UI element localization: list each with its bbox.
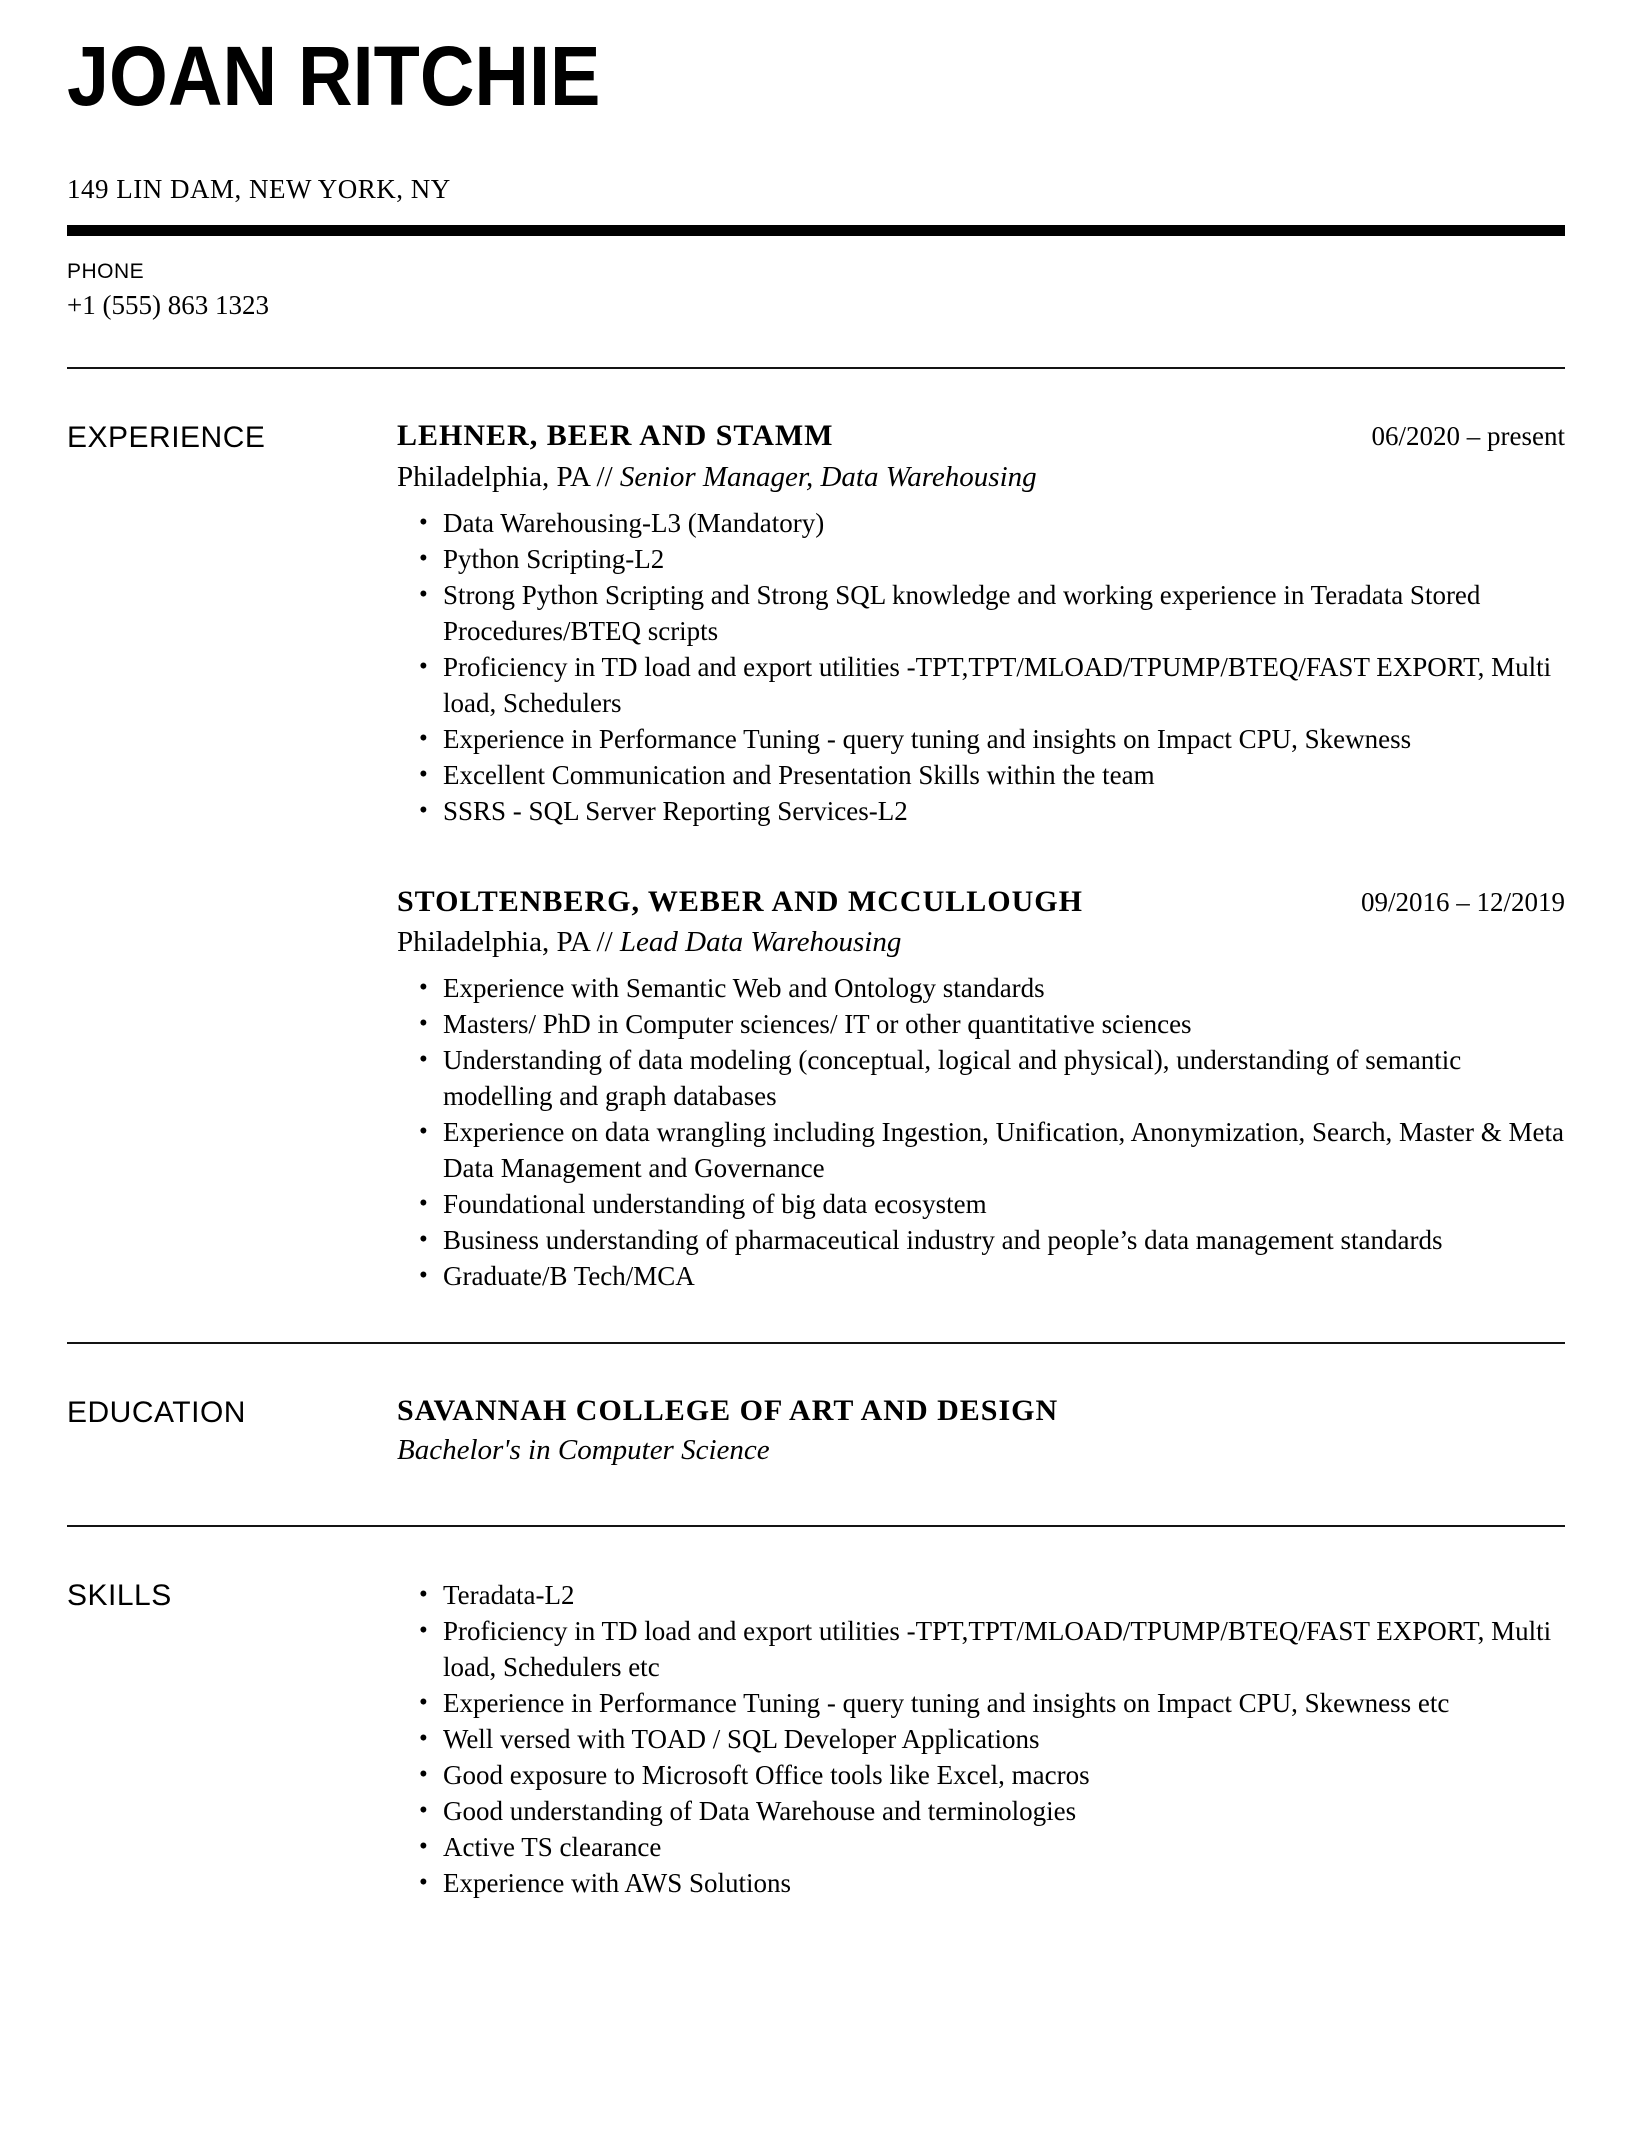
bullet-item: • Experience in Performance Tuning - query tuning and insights on Impact CPU, Skewness etc [397, 1685, 1565, 1721]
bullet-item: • Experience in Performance Tuning - query tuning and insights on Impact CPU, Skewness [397, 721, 1565, 757]
education-degree: Bachelor's in Computer Science [397, 1434, 770, 1467]
bullet-item: • Excellent Communication and Presentation Skills within the team [397, 757, 1565, 793]
header-divider [67, 225, 1565, 236]
bullet-item: • Data Warehousing-L3 (Mandatory) [397, 505, 1565, 541]
job-role-separator: // [596, 460, 613, 493]
experience-label: EXPERIENCE [67, 421, 266, 455]
job-role-separator: // [596, 926, 613, 959]
skills-label: SKILLS [67, 1579, 172, 1613]
bullet-item: • SSRS - SQL Server Reporting Services-L2 [397, 793, 1565, 829]
job-title: Lead Data Warehousing [619, 926, 902, 959]
phone-number: +1 (555) 863 1323 [67, 290, 269, 321]
bullet-item: • Active TS clearance [397, 1829, 1565, 1865]
bullet-item: • Good understanding of Data Warehouse and terminologies [397, 1793, 1565, 1829]
bullet-item: • Proficiency in TD load and export utilities -TPT,TPT/MLOAD/TPUMP/BTEQ/FAST EXPORT, Multi load, Schedulers etc [397, 1613, 1565, 1685]
job-entry [397, 885, 1565, 1294]
section-experience [67, 369, 1565, 1342]
job-role-line [397, 925, 1565, 960]
job-header [397, 885, 1565, 920]
bullet-item: • Python Scripting-L2 [397, 541, 1565, 577]
bullet-item: • Well versed with TOAD / SQL Developer Applications [397, 1721, 1565, 1757]
phone-label: PHONE [67, 260, 145, 284]
bullet-item: • Graduate/B Tech/MCA [397, 1258, 1565, 1294]
resume-header [67, 29, 1565, 321]
job-company: LEHNER, BEER AND STAMM [397, 419, 834, 453]
candidate-name-text: JOAN RITCHIE [67, 29, 601, 123]
job-role-line [397, 460, 1565, 495]
education-content [397, 1394, 1565, 1468]
job-location: Philadelphia, PA [397, 926, 590, 959]
bullet-item: • Teradata-L2 [397, 1577, 1565, 1613]
skills-content [397, 1577, 1565, 1901]
job-entry [397, 419, 1565, 828]
job-dates: 09/2016 – 12/2019 [1360, 886, 1565, 917]
bullet-item: • Experience on data wrangling including Ingestion, Unification, Anonymization, Search, Master & Meta Data Management and Governance [397, 1114, 1565, 1186]
bullet-item: • Understanding of data modeling (conceptual, logical and physical), understanding of semantic modelling and graph databases [397, 1042, 1565, 1114]
contact-block [67, 260, 1565, 321]
job-header [397, 419, 1565, 454]
bullet-item: • Business understanding of pharmaceutical industry and people’s data management standards [397, 1222, 1565, 1258]
bullet-item: • Strong Python Scripting and Strong SQL knowledge and working experience in Teradata Stored Procedures/BTEQ scripts [397, 577, 1565, 649]
job-location: Philadelphia, PA [397, 460, 590, 493]
section-skills [67, 1527, 1565, 1949]
resume-page [0, 29, 1632, 2009]
candidate-name [67, 29, 1565, 123]
education-label: EDUCATION [67, 1395, 246, 1429]
section-education [67, 1344, 1565, 1526]
job-bullet-list [397, 970, 1565, 1294]
bullet-item: • Proficiency in TD load and export utilities -TPT,TPT/MLOAD/TPUMP/BTEQ/FAST EXPORT, Multi load, Schedulers [397, 649, 1565, 721]
job-dates: 06/2020 – present [1371, 421, 1565, 452]
job-title: Senior Manager, Data Warehousing [619, 460, 1037, 493]
skills-bullet-list [397, 1577, 1565, 1901]
education-school: SAVANNAH COLLEGE OF ART AND DESIGN [397, 1393, 1059, 1427]
candidate-address: 149 LIN DAM, NEW YORK, NY [67, 174, 451, 205]
bullet-item: • Experience with AWS Solutions [397, 1865, 1565, 1901]
experience-content [397, 419, 1565, 1294]
bullet-item: • Foundational understanding of big data ecosystem [397, 1186, 1565, 1222]
job-bullet-list [397, 505, 1565, 829]
bullet-item: • Experience with Semantic Web and Ontology standards [397, 970, 1565, 1006]
bullet-item: • Masters/ PhD in Computer sciences/ IT or other quantitative sciences [397, 1006, 1565, 1042]
bullet-item: • Good exposure to Microsoft Office tools like Excel, macros [397, 1757, 1565, 1793]
job-company: STOLTENBERG, WEBER AND MCCULLOUGH [397, 884, 1083, 918]
